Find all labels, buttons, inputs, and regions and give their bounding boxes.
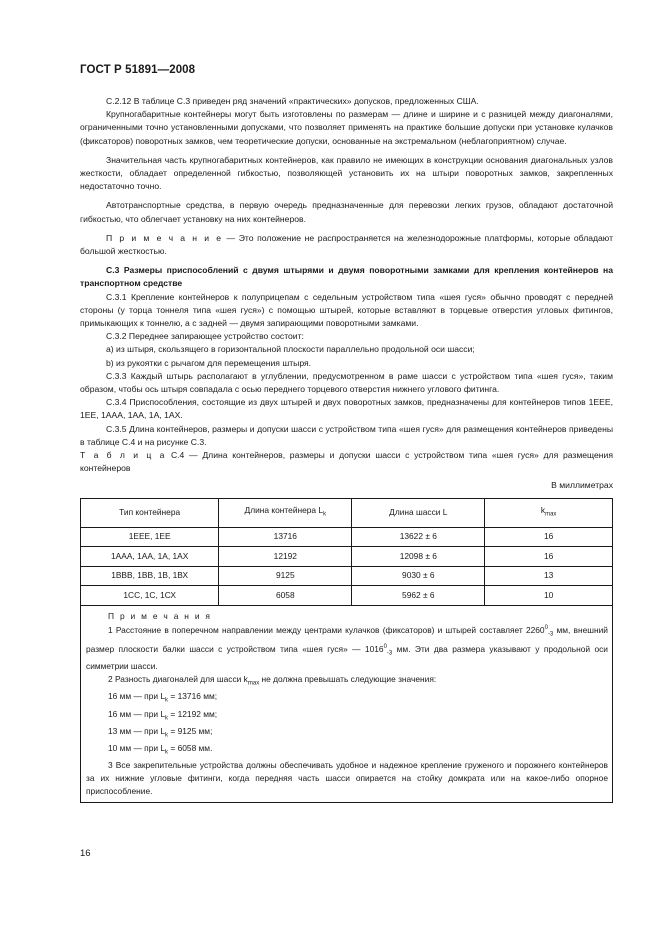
paragraph-flexibility: Значительная часть крупногабаритных контейнеров, как правило не имеющих в конструкции основания диагональных узлов жесткости, обладает определенной гибкостью, позволяющей установить их на штыри поворотных замков, закрепленных недостаточно точно.	[80, 154, 613, 192]
paragraph-c3-1: С.3.1 Крепление контейнеров к полуприцепам с седельным устройством типа «шея гуся» обычно проводят с передней стороны (у торца тоннеля типа «шея гуся») с помощью штырей, которые вставляют в торцевые отверстия угловых фитингов, примыкающих к тоннелю, а с задней — двумя запирающими поворотными замками.	[80, 291, 613, 329]
header-chassis-length: Длина шасси L	[352, 498, 485, 527]
cell-type: 1СС, 1С, 1СХ	[81, 586, 219, 606]
table-notes	[81, 605, 613, 802]
paragraph-vehicles: Автотранспортные средства, в первую очередь предназначенные для перевозки легких грузов, обладают достаточной гибкостью, что облегчает установку на них контейнеров.	[80, 200, 613, 224]
cell-type: 1ВВВ, 1ВВ, 1В, 1ВХ	[81, 566, 219, 586]
cell-chassis: 5962 ± 6	[352, 586, 485, 606]
containers-table	[80, 498, 613, 803]
page-number: 16	[80, 848, 91, 859]
cell-chassis: 12098 ± 6	[352, 547, 485, 567]
paragraph-c2-12: С.2.12 В таблице С.3 приведен ряд значений «практических» допусков, предложенных США.	[106, 96, 479, 106]
table-units: В миллиметрах	[551, 480, 613, 491]
list-item-b: b) из рукоятки с рычагом для перемещения штыря.	[106, 357, 312, 368]
cell-kmax: 10	[485, 586, 613, 606]
table-row	[81, 527, 613, 547]
note-railway: П р и м е ч а н и е — Это положение не распространяется на железнодорожные платформы, которые обладают большой жесткостью.	[80, 232, 614, 257]
document-header: ГОСТ Р 51891—2008	[80, 64, 196, 76]
notes-title: П р и м е ч а н и я	[108, 610, 212, 621]
cell-chassis: 9030 ± 6	[352, 566, 485, 586]
paragraph-c3-3: С.3.3 Каждый штырь располагают в углублении, предусмотренном в раме шасси с устройством типа «шея гуся», таким образом, чтобы ось штыря совпадала с осью переднего торцевого отверстия нижнего углового фитинга.	[80, 370, 613, 395]
table-row	[81, 547, 613, 567]
table-caption: Т а б л и ц а С.4 — Длина контейнеров, размеры и допуски шасси с устройством типа «шея гуся» для размещения контейнеров	[80, 450, 613, 474]
cell-kmax: 16	[485, 547, 613, 567]
cell-length: 6058	[219, 586, 352, 606]
cell-kmax: 13	[485, 566, 613, 586]
note-3: 3 Все закрепительные устройства должны обеспечивать удобное и надежное крепление груженого и порожнего контейнеров за их нижние угловые фитинги, когда передняя часть шасси опирается на стойку домкрата или на какое-либо опорное приспособление.	[86, 760, 608, 796]
cell-chassis: 13622 ± 6	[352, 527, 485, 547]
section-title-c3: С.3 Размеры приспособлений с двумя штырями и двумя поворотными замками для крепления контейнеров на транспортном средстве	[80, 265, 613, 289]
table-row	[81, 566, 613, 586]
table-header-row	[81, 498, 613, 527]
table-row	[81, 586, 613, 606]
paragraph-large-containers: Крупногабаритные контейнеры могут быть изготовлены по размерам — длине и ширине и с разницей между диагоналями, ограниченными точно установленными допусками, что позволяет применять на практике большие допуски при установке кулачков (фиксаторов) поворотных замков, чем теоретические допуски, основанные на экстремальном (неблагоприятном) случае.	[80, 109, 613, 146]
cell-length: 9125	[219, 566, 352, 586]
header-kmax: $k_{max}$	[485, 498, 613, 527]
table-notes-row	[81, 605, 613, 802]
document-body	[80, 95, 613, 803]
paragraph-c3-5: С.3.5 Длина контейнеров, размеры и допуски шасси с устройством типа «шея гуся» для размещения контейнеров приведены в таблице С.4 и на рисунке С.3.	[80, 423, 613, 447]
cell-length: 12192	[219, 547, 352, 567]
note-1: 1 Расстояние в поперечном направлении между центрами кулачков (фиксаторов) и штырей составляет $2260^0_{-3}$ мм, внешний размер плоскости балки шасси с устройством типа «шея гуся» — $1016^0_{-3}$ мм. Эти два размера указывают у продольной оси симметрии шасси.	[86, 625, 608, 672]
header-type: Тип контейнера	[81, 498, 219, 527]
note-2-value: 13 мм — при $L_k = 9125$ мм;	[108, 725, 213, 739]
list-item-a: а) из штыря, скользящего в горизонтальной плоскости параллельно продольной оси шасси;	[106, 344, 475, 355]
note-2-value: 16 мм — при $L_k = 13716$ мм;	[108, 691, 218, 704]
note-2-value: 16 мм — при $L_k = 12192$ мм;	[108, 708, 218, 722]
note-2-value: 10 мм — при $L_k = 6058$ мм.	[108, 743, 213, 756]
cell-type: 1ЕЕЕ, 1ЕЕ	[81, 527, 219, 547]
note-2: 2 Разность диагоналей для шасси $k_{max}$ не должна превышать следующие значения:	[108, 674, 437, 687]
paragraph-c3-2: С.3.2 Переднее запирающее устройство состоит:	[106, 331, 304, 342]
cell-type: 1ААА, 1АА, 1А, 1АХ	[81, 547, 219, 567]
cell-length: 13716	[219, 527, 352, 547]
paragraph-c3-4: С.3.4 Приспособления, состоящие из двух штырей и двух поворотных замков, предназначены для контейнеров типов 1ЕЕЕ, 1ЕЕ, 1ААА, 1АА, 1А, 1АХ.	[80, 397, 613, 421]
cell-kmax: 16	[485, 527, 613, 547]
header-container-length: Длина контейнера $L_k$	[219, 498, 352, 527]
